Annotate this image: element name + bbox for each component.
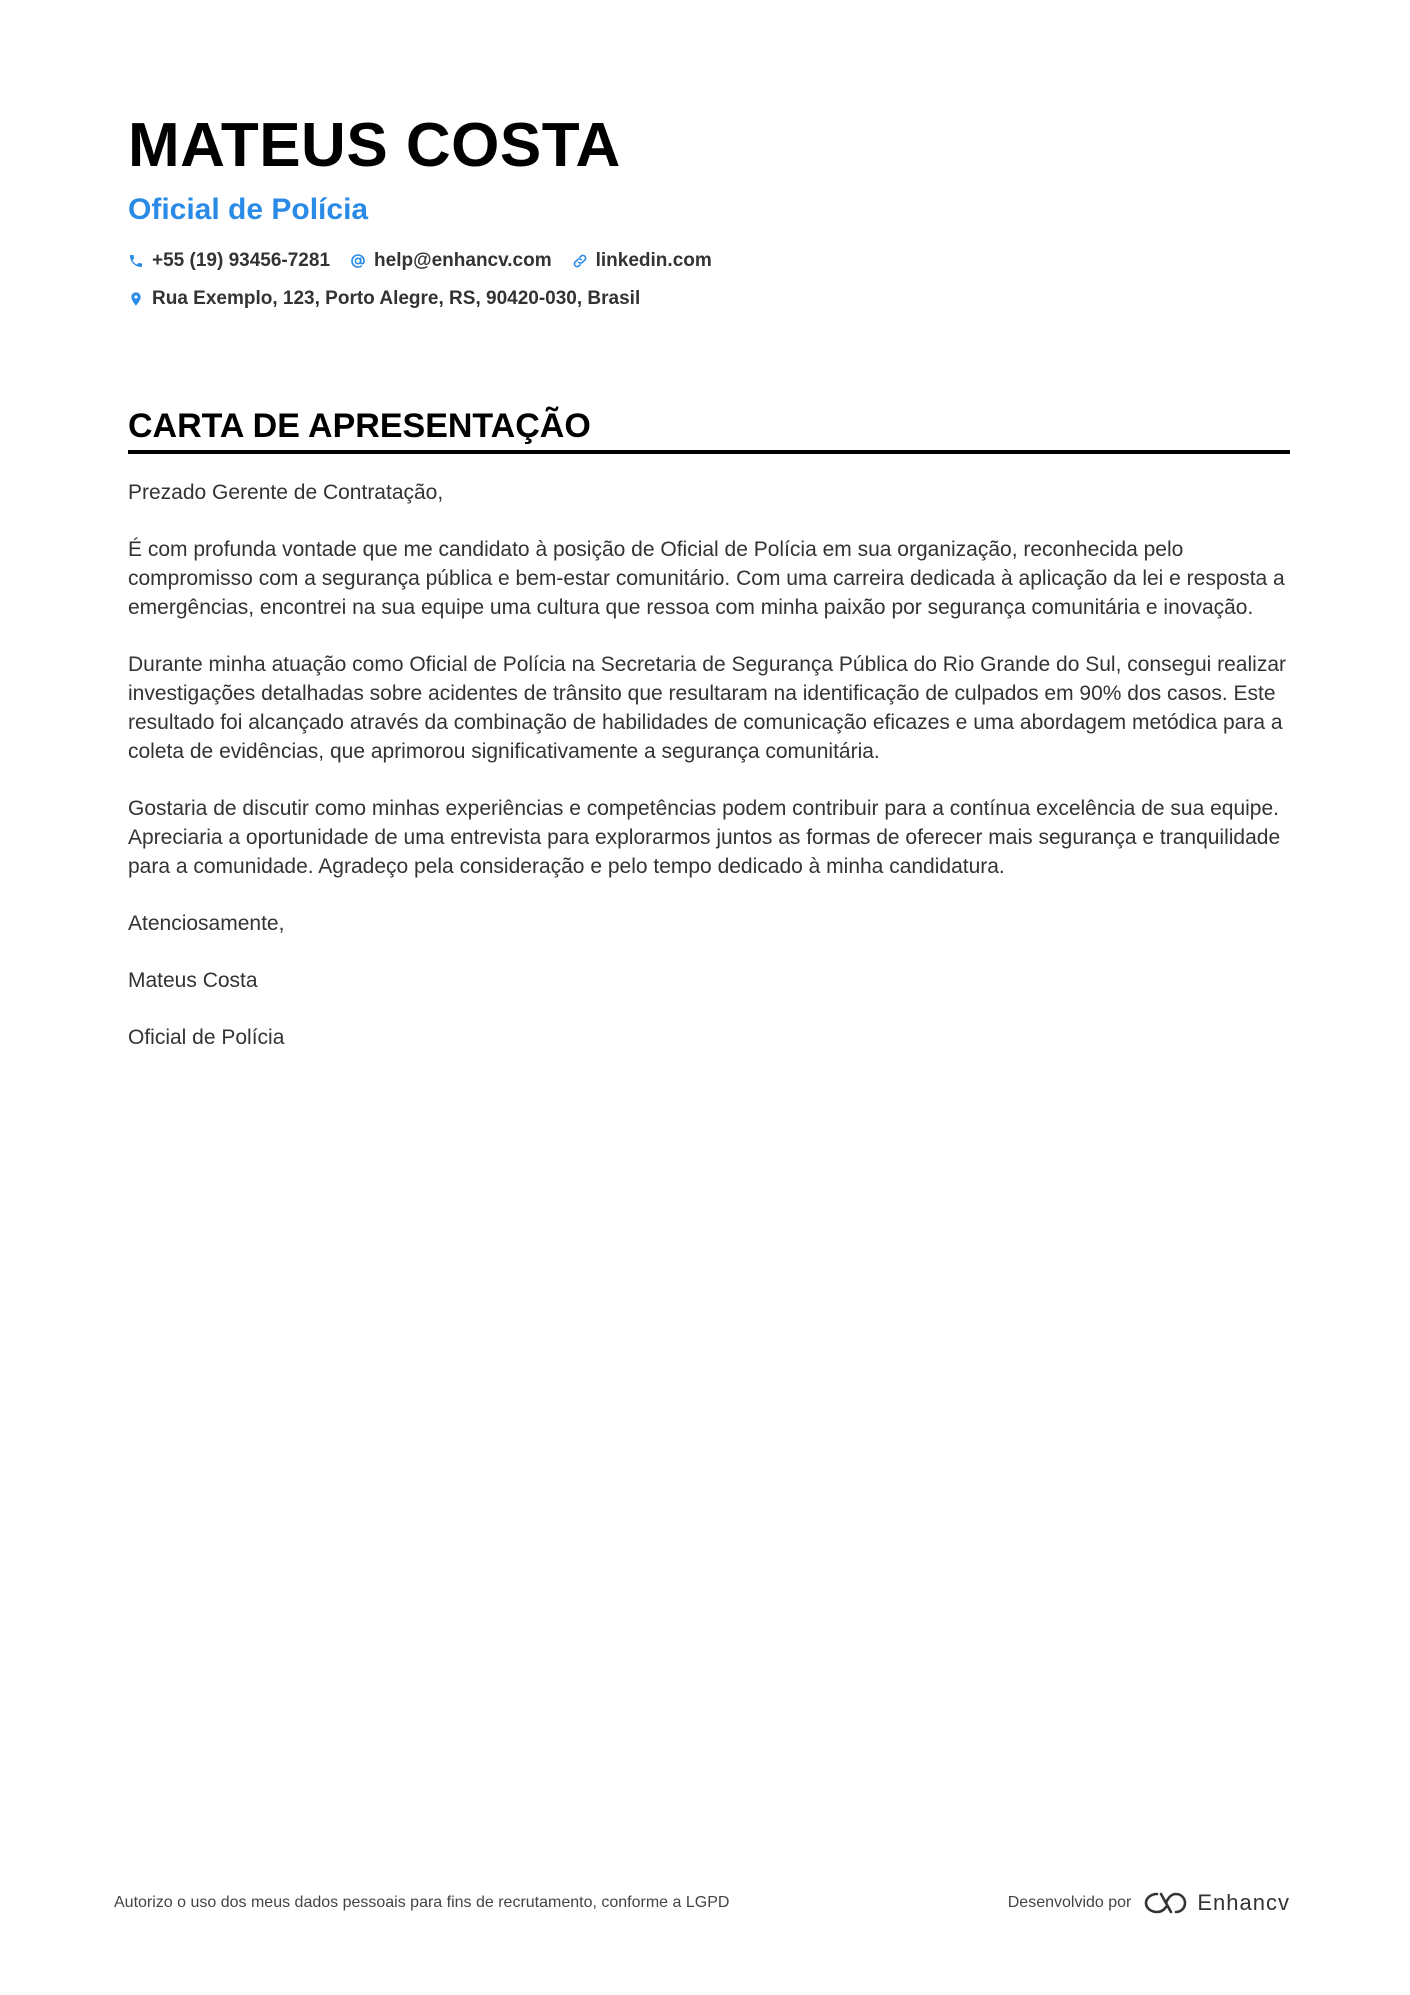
- brand-name[interactable]: Enhancv: [1197, 1890, 1290, 1915]
- letter-body: [128, 478, 1290, 1052]
- header: [128, 108, 1290, 312]
- contact-row-primary: [128, 248, 1290, 274]
- brand-credit[interactable]: [1008, 1890, 1290, 1916]
- contact-row-secondary: [128, 286, 1290, 312]
- address-text: Rua Exemplo, 123, Porto Alegre, RS, 90420-030, Brasil: [152, 288, 641, 309]
- brand-logo[interactable]: [1143, 1890, 1290, 1916]
- at-icon: [350, 253, 366, 269]
- contact-link[interactable]: [572, 248, 712, 274]
- contact-address: [128, 286, 640, 312]
- paragraph-3: Gostaria de discutir como minhas experiências e competências podem contribuir para a contínua excelência de sua equipe. Apreciaria a oportunidade de uma entrevista para explorarmos juntos as formas de oferecer mais segurança e tranquilidade para a comunidade. Agradeço pela consideração e pelo tempo dedicado à minha candidatura.: [128, 797, 1281, 878]
- section-title: CARTA DE APRESENTAÇÃO: [128, 404, 1290, 454]
- candidate-role: Oficial de Polícia: [128, 193, 369, 226]
- footer: [114, 1890, 1290, 1916]
- powered-by-label: Desenvolvido por: [1007, 1894, 1132, 1911]
- consent-text: Autorizo o uso dos meus dados pessoais para fins de recrutamento, conforme a LGPD: [114, 1894, 730, 1911]
- salutation: Prezado Gerente de Contratação,: [128, 481, 444, 504]
- paragraph-1: É com profunda vontade que me candidato à posição de Oficial de Polícia em sua organização, reconhecida pelo compromisso com a segurança pública e bem-estar comunitário. Com uma carreira dedicada à aplicação da lei e resposta a emergências, encontrei na sua equipe uma cultura que ressoa com minha paixão por segurança comunitária e inovação.: [128, 538, 1285, 619]
- paragraph-2: Durante minha atuação como Oficial de Polícia na Secretaria de Segurança Pública do Rio Grande do Sul, consegui realizar investigações detalhadas sobre acidentes de trânsito que resultaram na identificação de culpados em 90% dos casos. Este resultado foi alcançado através da combinação de habilidades de comunicação eficazes e uma abordagem metódica para a coleta de evidências, que aprimorou significativamente a segurança comunitária.: [128, 653, 1286, 763]
- signature-name: Mateus Costa: [128, 969, 258, 992]
- phone-text: +55 (19) 93456-7281: [152, 250, 331, 271]
- signature-role: Oficial de Polícia: [128, 1026, 285, 1049]
- enhancv-logo-icon: [1143, 1890, 1189, 1916]
- map-pin-icon: [128, 291, 144, 307]
- email-text[interactable]: help@enhancv.com: [374, 250, 552, 271]
- phone-icon: [128, 253, 144, 269]
- link-icon: [572, 253, 588, 269]
- contact-email[interactable]: [350, 248, 552, 274]
- cover-letter-section: [128, 404, 1290, 1080]
- candidate-name: MATEUS COSTA: [128, 111, 621, 180]
- closing: Atenciosamente,: [128, 912, 285, 935]
- contact-phone: [128, 248, 330, 274]
- link-text[interactable]: linkedin.com: [595, 250, 712, 271]
